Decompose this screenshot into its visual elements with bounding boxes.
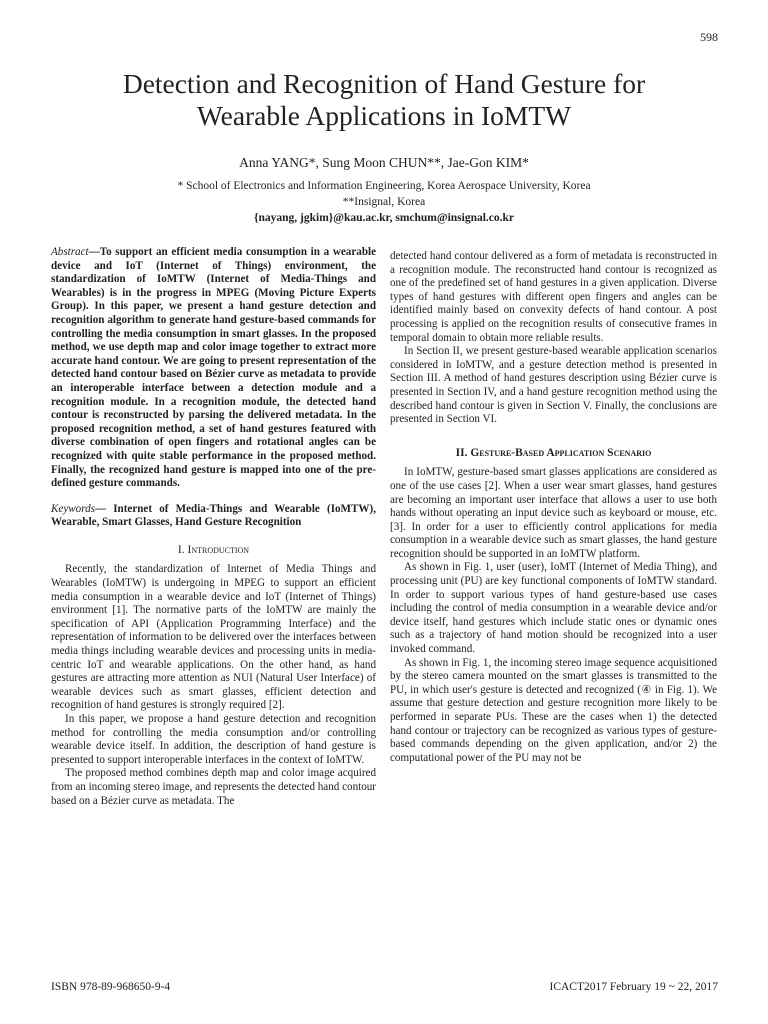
intro-paragraph-5: In Section II, we present gesture-based wearable application scenarios considered in IoMTW, and a gesture detection method is presented in Section III. A method of hand gestures description using Bézier curve is presented in Section IV, and a hand gesture recognition method using the described hand contour is given in Section V. Finally, the conclusions are presented in Section VI. [390,345,717,426]
affiliation-1: * School of Electronics and Information Engineering, Korea Aerospace University, Korea [177,180,591,192]
footer-conference: ICACT2017 February 19 ~ 22, 2017 [549,981,718,993]
paper-title [40,68,728,132]
page-number: 598 [700,30,718,44]
left-column [51,246,376,808]
affiliation-2: **Insignal, Korea [342,196,426,208]
author-list: Anna YANG*, Sung Moon CHUN**, Jae-Gon KIM* [239,155,529,170]
title-line-1: Detection and Recognition of Hand Gesture for [122,68,646,99]
author-emails: {nayang, jgkim}@kau.ac.kr, smchum@insignal.co.kr [253,212,515,224]
footer-isbn: ISBN 978-89-968650-9-4 [51,981,171,993]
intro-paragraph-4: detected hand contour delivered as a form of metadata is reconstructed in a recognition module. The reconstructed hand contour is recognized as one of the predefined set of hand gestures in a given application. Diverse types of hand gestures with different open fingers and angles can be identified mainly based on convexity defects of hand contour. A post processing is applied on the recognition results of consecutive frames in temporal domain to obtain more reliable results. [390,250,717,344]
intro-paragraph-3: The proposed method combines depth map and color image acquired from an incoming stereo image, and represents the detected hand contour based on a Bézier curve as metadata. The [51,767,376,807]
abstract-text: —To support an efficient media consumption in a wearable device and IoT (Internet of Things) environment, the standardization of IoMTW (Internet of Media-Things and Wearables) is in the progress in MPEG (Moving Picture Experts Group). In this paper, we present a hand gesture detection and recognition algorithm to generate hand gesture-based commands for controlling the media consumption in smart glasses. In the proposed method, we use depth map and color image together to extract more accurate hand contour. We are going to present representation of the detected hand contour based on Bézier curve as metadata to provide an interoperable interface between a detection module and a recognition module. In a recognition module, the detected hand contour is reconstructed by parsing the delivered metadata. In the proposed recognition method, a set of hand gestures featured with diverse combination of open fingers and rotational angles can be recognized with quite stable performance in the proposed method. Finally, the recognized hand gesture is mapped into one of the pre-defined gesture commands. [51,246,376,490]
abstract-label: Abstract [51,246,89,258]
scenario-paragraph-3: As shown in Fig. 1, the incoming stereo image sequence acquisitioned by the stereo camera mounted on the smart glasses is transmitted to the PU, in which user's gesture is detected and recognized (④ in Fig. 1). We assume that gesture detection and gesture recognition more likely to be performed in separate PUs. These are the cases when 1) the detected hand contour or trajectory can be recognized as various types of gesture-based commands depending on the given application, and/or 2) the computational power of the PU may not be [390,656,717,764]
section-heading-scenario: II. Gesture-Based Application Scenario [455,446,652,459]
scenario-paragraph-2: As shown in Fig. 1, user (user), IoMT (Internet of Media Thing), and processing unit (PU) are key functional components of IoMTW standard. In order to support various types of hand gesture-based use cases including the control of media consumption in a wearable device and/or device itself, hand gestures which include static ones or dynamic ones such as a trajectory of hand motion should be recognized into a user invoked command. [390,561,717,656]
right-column [390,250,717,765]
title-line-2: Wearable Applications in IoMTW [196,100,572,131]
scenario-paragraph-1: In IoMTW, gesture-based smart glasses applications are considered as one of the use cases [2]. When a user wear smart glasses, hand gestures are becoming an important user interface that allows a user to use both hands without operating an input device such as keyboard or mouse, etc. [3]. In order for a user to efficiently control applications for media consumption in a wearable device such as smart glasses, the hand gesture recognition should be supported in an IoMTW platform. [390,466,717,560]
intro-paragraph-1: Recently, the standardization of Internet of Media Things and Wearables (IoMTW) is undergoing in MPEG to support an efficient media consumption in a wearable device and IoT (Internet of Things) environment [1]. The normative parts of the IoMTW are mainly the specification of API (Application Programming Interface) and the representation of information to be delivered over the interfaces between media things including wearable devices and processing units in media-centric IoT and wearable applications. On the other hand, as hand gestures are attracting more attention as NUI (Natural User Interface) of wearable devices such as smart glasses, efficient detection and recognition of hand gestures is strongly required [2]. [51,563,376,712]
keywords [51,503,376,530]
keywords-text: — Internet of Media-Things and Wearable (IoMTW), Wearable, Smart Glasses, Hand Gesture Recognition [51,502,376,529]
intro-paragraph-2: In this paper, we propose a hand gesture detection and recognition method for controlling the media consumption and/or controlling wearable device itself. In addition, the description of hand gesture is presented to support interoperable interfaces in the context of IoMTW. [51,713,376,766]
abstract [51,246,376,491]
section-heading-introduction: I. Introduction [177,543,250,556]
keywords-label: Keywords [51,502,95,515]
